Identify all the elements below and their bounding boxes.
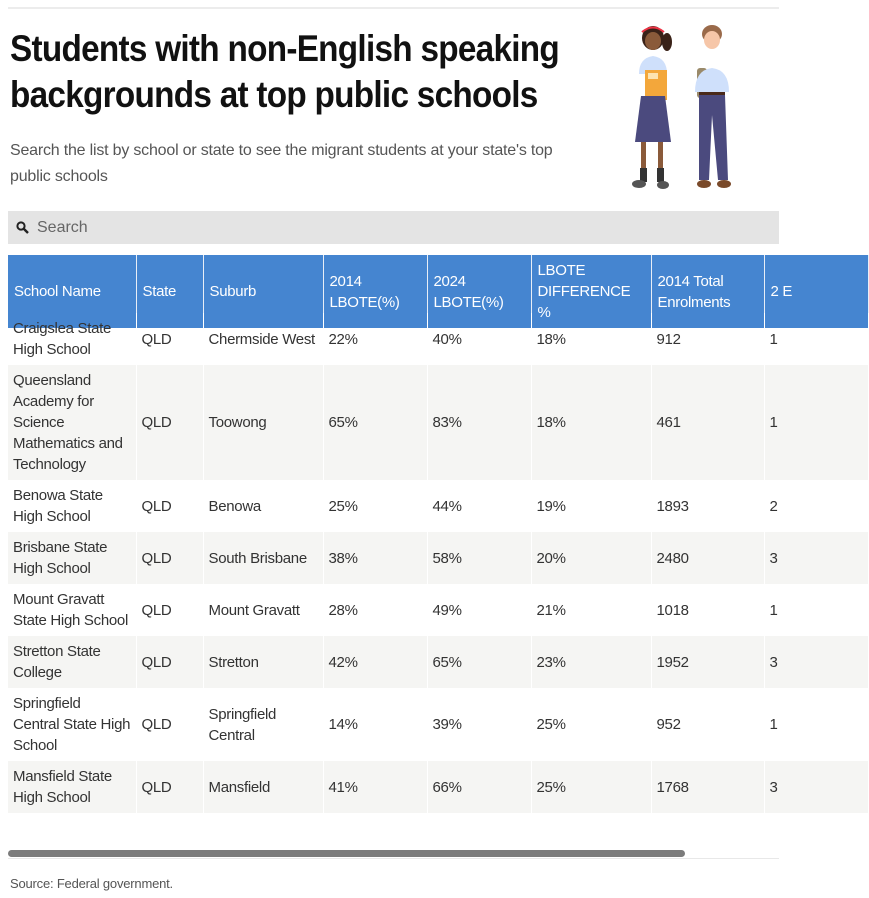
table-row [8, 636, 868, 688]
subtitle: Search the list by school or state to see the migrant students at your state's top public schools [10, 142, 553, 185]
column-header[interactable]: 2014 LBOTE(%) [323, 255, 427, 328]
table-cell: 58% [427, 532, 531, 584]
source-note: Source: Federal government. [10, 876, 173, 891]
table-cell: 3 [764, 636, 868, 688]
table-cell: Springfield Central [203, 688, 323, 761]
table-cell: Stretton State College [8, 636, 136, 688]
table-row [8, 688, 868, 761]
table-cell: QLD [136, 584, 203, 636]
table-cell: 461 [651, 365, 764, 480]
table-cell: QLD [136, 532, 203, 584]
table-cell: QLD [136, 761, 203, 813]
table-cell: 1768 [651, 761, 764, 813]
table-cell: QLD [136, 480, 203, 532]
table-cell: 65% [323, 365, 427, 480]
header-text [0, 9, 615, 190]
table-cell: 28% [323, 584, 427, 636]
table-cell: 1 [764, 584, 868, 636]
column-header[interactable]: LBOTE DIFFERENCE % [531, 255, 651, 328]
table-row [8, 584, 868, 636]
table-cell: QLD [136, 313, 203, 365]
schools-table [8, 255, 793, 843]
column-header[interactable]: 2014 Total Enrolments [651, 255, 764, 328]
table-cell: 49% [427, 584, 531, 636]
table-cell: 65% [427, 636, 531, 688]
table-cell: QLD [136, 636, 203, 688]
table-cell: 2 [764, 480, 868, 532]
table-cell: 41% [323, 761, 427, 813]
table-cell: 1 [764, 313, 868, 365]
table-cell: 18% [531, 313, 651, 365]
table-cell: 1 [764, 365, 868, 480]
column-header[interactable]: School Name [8, 255, 136, 328]
table-cell: 1018 [651, 584, 764, 636]
table-cell: 20% [531, 532, 651, 584]
table-cell: QLD [136, 688, 203, 761]
table-cell: 25% [323, 480, 427, 532]
table-cell: Craigslea State High School [8, 313, 136, 365]
students-illustration [625, 20, 755, 195]
table-cell: Springfield Central State High School [8, 688, 136, 761]
table-cell: Benowa [203, 480, 323, 532]
table-cell: 1952 [651, 636, 764, 688]
table-row [8, 365, 868, 480]
column-header[interactable]: 2 E [764, 255, 868, 328]
table-cell: 25% [531, 688, 651, 761]
table-cell: Toowong [203, 365, 323, 480]
table-cell: 1 [764, 688, 868, 761]
table-cell: 21% [531, 584, 651, 636]
table-cell: South Brisbane [203, 532, 323, 584]
table-cell: 38% [323, 532, 427, 584]
divider [8, 858, 779, 859]
table-cell: Mount Gravatt [203, 584, 323, 636]
table-cell: 3 [764, 761, 868, 813]
column-header[interactable]: State [136, 255, 203, 328]
table-row [8, 761, 868, 813]
table-cell: 22% [323, 313, 427, 365]
table-cell: Queensland Academy for Science Mathematics and Technology [8, 365, 136, 480]
table-cell: Benowa State High School [8, 480, 136, 532]
horizontal-scrollbar[interactable] [8, 850, 685, 857]
table-cell: 14% [323, 688, 427, 761]
table-cell: Mount Gravatt State High School [8, 584, 136, 636]
page-title: Students with non-English speaking backgrounds at top public schools [10, 28, 560, 115]
search-input[interactable] [35, 218, 739, 238]
table-row [8, 480, 868, 532]
table-cell: 23% [531, 636, 651, 688]
table-row [8, 532, 868, 584]
table-cell: 912 [651, 313, 764, 365]
table-cell: 19% [531, 480, 651, 532]
table-cell: QLD [136, 365, 203, 480]
table-cell: 2480 [651, 532, 764, 584]
table-cell: Mansfield State High School [8, 761, 136, 813]
table-cell: 66% [427, 761, 531, 813]
table-cell: Brisbane State High School [8, 532, 136, 584]
table-cell: Stretton [203, 636, 323, 688]
table-cell: 39% [427, 688, 531, 761]
column-header[interactable]: 2024 LBOTE(%) [427, 255, 531, 328]
table-row [8, 313, 868, 365]
search-bar[interactable] [8, 211, 779, 244]
table-cell: 44% [427, 480, 531, 532]
table-cell: Chermside West [203, 313, 323, 365]
table-cell: 1893 [651, 480, 764, 532]
table-body[interactable] [8, 320, 868, 843]
column-header[interactable]: Suburb [203, 255, 323, 328]
table-cell: 42% [323, 636, 427, 688]
table-cell: 83% [427, 365, 531, 480]
table-cell: Mansfield [203, 761, 323, 813]
table-cell: 952 [651, 688, 764, 761]
table-cell: 18% [531, 365, 651, 480]
search-icon [16, 221, 29, 234]
table-cell: 25% [531, 761, 651, 813]
header [0, 9, 779, 190]
table-cell: 40% [427, 313, 531, 365]
table-cell: 3 [764, 532, 868, 584]
